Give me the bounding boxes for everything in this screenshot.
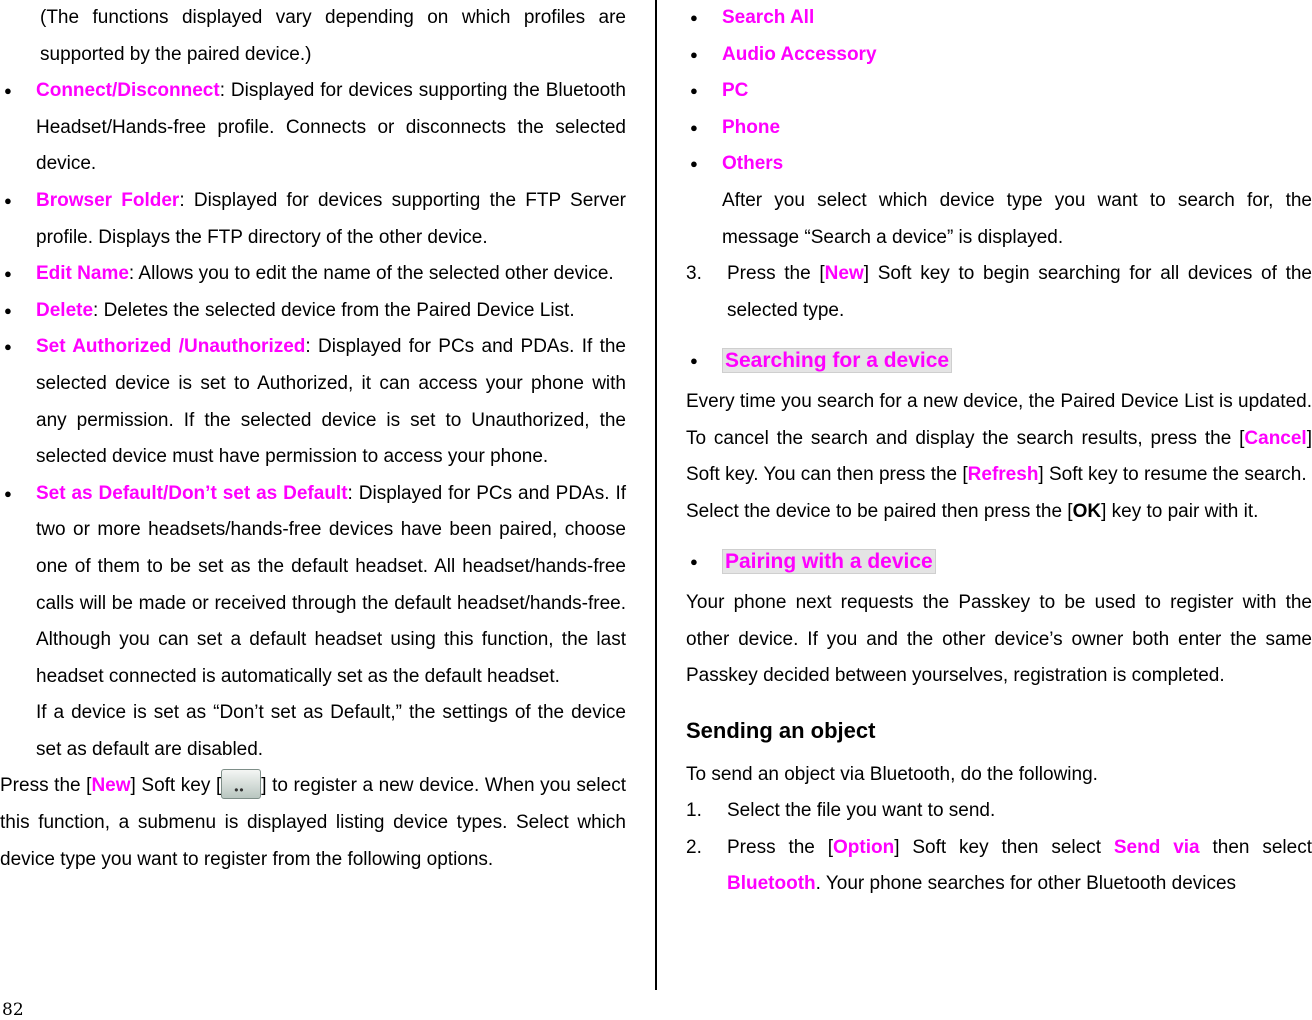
text-run: ] key to pair with it. [1101, 500, 1259, 522]
bullet-icon: ● [690, 10, 698, 25]
text-run: ] to register a new device. When you select this function, a submenu is displayed listing device types. Select which device type you want to register from the following options. [0, 775, 626, 870]
left-column [0, 0, 626, 878]
new-key-label: New [824, 263, 864, 285]
bullet-icon: ● [4, 83, 12, 99]
device-type-item [690, 73, 1312, 110]
pairing-heading: Pairing with a device [722, 549, 936, 574]
step-number: 3. [686, 263, 702, 285]
bullet-icon: ● [690, 156, 698, 172]
option-text: : Displayed for devices supporting the Bluetooth Headset/Hands-free profile. Connects or disconnects the selected device. [36, 80, 626, 175]
column-divider [655, 0, 657, 990]
step-number: 2. [686, 836, 702, 858]
bullet-icon: ● [4, 339, 12, 355]
bullet-icon: ● [690, 554, 698, 570]
step-3 [686, 256, 1312, 329]
searching-heading-item [690, 343, 1312, 380]
option-text: : Allows you to edit the name of the selected other device. [128, 263, 614, 285]
step-number: 1. [686, 800, 702, 822]
option-term: Connect/Disconnect [36, 80, 220, 102]
text-run: ] Soft key. You can then press the [ [686, 427, 1312, 486]
default-note: If a device is set as “Don’t set as Default,” the settings of the device set as default are disabled. [36, 702, 626, 760]
after-select-text: After you select which device type you want to search for, the message “Search a device” is displayed. [722, 189, 1312, 248]
refresh-key-label: Refresh [967, 464, 1039, 486]
option-term: Delete [36, 299, 94, 321]
option-key-label: Option [833, 836, 895, 858]
sending-heading: Sending an object [686, 717, 876, 743]
option-item [4, 329, 627, 475]
option-item [4, 73, 626, 183]
text-run: Select the device to be paired then press the [ [686, 500, 1073, 522]
page-number: 82 [2, 1000, 24, 1020]
device-type-item [690, 37, 1312, 74]
intro-note: (The functions displayed vary depending on which profiles are supported by the paired device.) [40, 7, 626, 65]
press-new-paragraph [0, 768, 626, 878]
cancel-key-label: Cancel [1244, 427, 1307, 449]
step-1 [686, 793, 1312, 830]
send-via-label: Send via [1113, 836, 1200, 858]
bullet-icon: ● [690, 119, 698, 135]
option-text: : Displayed for PCs and PDAs. If two or more headsets/hands-free devices have been paired, choose one of them to be set as the default headset. All headset/hands-free calls will be made or received through the default headset/hands-free. Although you can set a default headset using this function, the last headset connected is automatically set as the default headset. [36, 482, 626, 687]
device-type-label: Audio Accessory [722, 43, 877, 65]
bluetooth-label: Bluetooth [727, 873, 816, 895]
bullet-icon: ● [690, 353, 698, 369]
text-run: ] Soft key to begin searching for all devices of the selected type. [727, 263, 1312, 321]
text-run: ] Soft key then select [894, 836, 1114, 858]
option-item [4, 183, 626, 256]
new-key-label: New [91, 775, 131, 797]
pairing-heading-item [690, 544, 1312, 581]
bullet-icon: ● [4, 302, 12, 318]
text-run: ] Soft key [ [130, 775, 222, 797]
pairing-paragraph: Your phone next requests the Passkey to be used to register with the other device. If you and the other device’s owner both enter the same Passkey decided between yourselves, registration is completed. [686, 591, 1312, 687]
device-type-label: Phone [722, 116, 781, 138]
option-term: Set as Default/Don’t set as Default [36, 482, 348, 504]
bullet-icon: ● [4, 266, 12, 282]
searching-paragraph [686, 384, 1312, 494]
option-term: Set Authorized /Unauthorized [36, 336, 306, 358]
sending-intro: To send an object via Bluetooth, do the following. [686, 763, 1098, 785]
step-2 [686, 830, 1312, 903]
device-type-item [690, 0, 1312, 37]
text-run: ] Soft key to resume the search. [1038, 464, 1307, 486]
select-paired-paragraph [686, 494, 1312, 531]
device-type-label: Search All [722, 7, 815, 28]
searching-heading: Searching for a device [722, 348, 952, 373]
text-run: Every time you search for a new device, the Paired Device List is updated. To cancel the search and display the search results, press the [ [686, 390, 1312, 449]
bullet-icon: ● [690, 83, 698, 99]
bullet-icon: ● [690, 46, 698, 62]
device-type-label: Others [722, 153, 784, 175]
step-text: Select the file you want to send. [727, 800, 996, 822]
text-run: Press the [ [727, 263, 825, 285]
right-column [686, 0, 1312, 903]
option-item [4, 293, 626, 330]
option-text: : Deletes the selected device from the Paired Device List. [93, 299, 575, 321]
option-term: Browser Folder [36, 189, 180, 211]
text-run: Press the [ [727, 836, 834, 858]
device-type-item [690, 110, 1312, 147]
ok-key-label: OK [1072, 500, 1102, 522]
option-text: : Displayed for devices supporting the FTP Server profile. Displays the FTP directory of the other device. [36, 189, 626, 248]
device-type-label: PC [722, 80, 749, 102]
option-text: : Displayed for PCs and PDAs. If the selected device is set to Authorized, it can access your phone with any permission. If the selected device is set to Unauthorized, the selected device must have permission to access your phone. [36, 336, 627, 468]
text-run: then select [1199, 836, 1312, 858]
text-run: Press the [ [0, 775, 92, 797]
option-term: Edit Name [36, 263, 129, 285]
bullet-icon: ● [4, 485, 12, 501]
bullet-icon: ● [4, 192, 12, 208]
device-type-item [690, 146, 1312, 183]
text-run: . Your phone searches for other Bluetooth devices [815, 873, 1237, 895]
option-item [4, 256, 626, 293]
option-item [4, 476, 626, 696]
new-softkey-icon [221, 769, 261, 799]
